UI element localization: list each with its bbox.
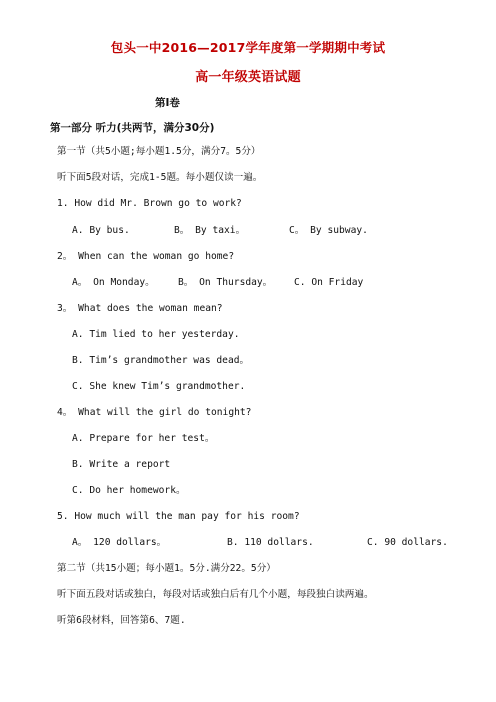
question-stem: 5. How much will the man pay for his room?: [57, 511, 300, 522]
section2-heading: 第二节（共15小题；每小题1。5分.满分22。5分）: [57, 563, 276, 574]
option-a: A。 120 dollars。: [72, 537, 167, 548]
section2-instruction: 听下面五段对话或独白，每段对话或独白后有几个小题，每段独白读两遍。: [57, 589, 374, 600]
part1-heading: 第一部分 听力(共两节，满分30分): [50, 122, 215, 134]
option-b: B。 By taxi。: [174, 225, 246, 236]
question-stem: 4。 What will the girl do tonight?: [57, 407, 252, 418]
question-stem: 2。 When can the woman go home?: [57, 251, 235, 262]
option-a: A. By bus.: [72, 225, 130, 236]
section2-material: 听第6段材料，回答第6、7题.: [57, 615, 186, 626]
exam-title: 包头一中2016—2017学年度第一学期期中考试: [110, 40, 386, 55]
section1-heading: 第一节（共5小题;每小题1.5分，满分7。5分）: [57, 146, 261, 157]
option-b: B. 110 dollars.: [227, 537, 314, 548]
option-c: C. 90 dollars.: [367, 537, 448, 548]
option-c: C. Do her homework。: [72, 485, 186, 496]
question-stem: 1. How did Mr. Brown go to work?: [57, 198, 242, 209]
option-a: A. Prepare for her test。: [72, 433, 215, 444]
option-c: C. On Friday: [294, 277, 364, 288]
option-c: C。 By subway.: [289, 225, 368, 236]
option-b: B。 On Thursday。: [178, 277, 273, 288]
question-stem: 3。 What does the woman mean?: [57, 303, 223, 314]
option-a: A。 On Monday。: [72, 277, 155, 288]
section1-instruction: 听下面5段对话，完成1-5题。每小题仅读一遍。: [57, 172, 263, 183]
exam-subtitle: 高一年级英语试题: [195, 70, 301, 85]
option-c: C. She knew Tim’s grandmother.: [72, 381, 246, 392]
option-a: A. Tim lied to her yesterday.: [72, 329, 240, 340]
volume-label: 第Ⅰ卷: [155, 97, 180, 109]
option-b: B. Write a report: [72, 459, 171, 470]
option-b: B. Tim’s grandmother was dead。: [72, 355, 250, 366]
